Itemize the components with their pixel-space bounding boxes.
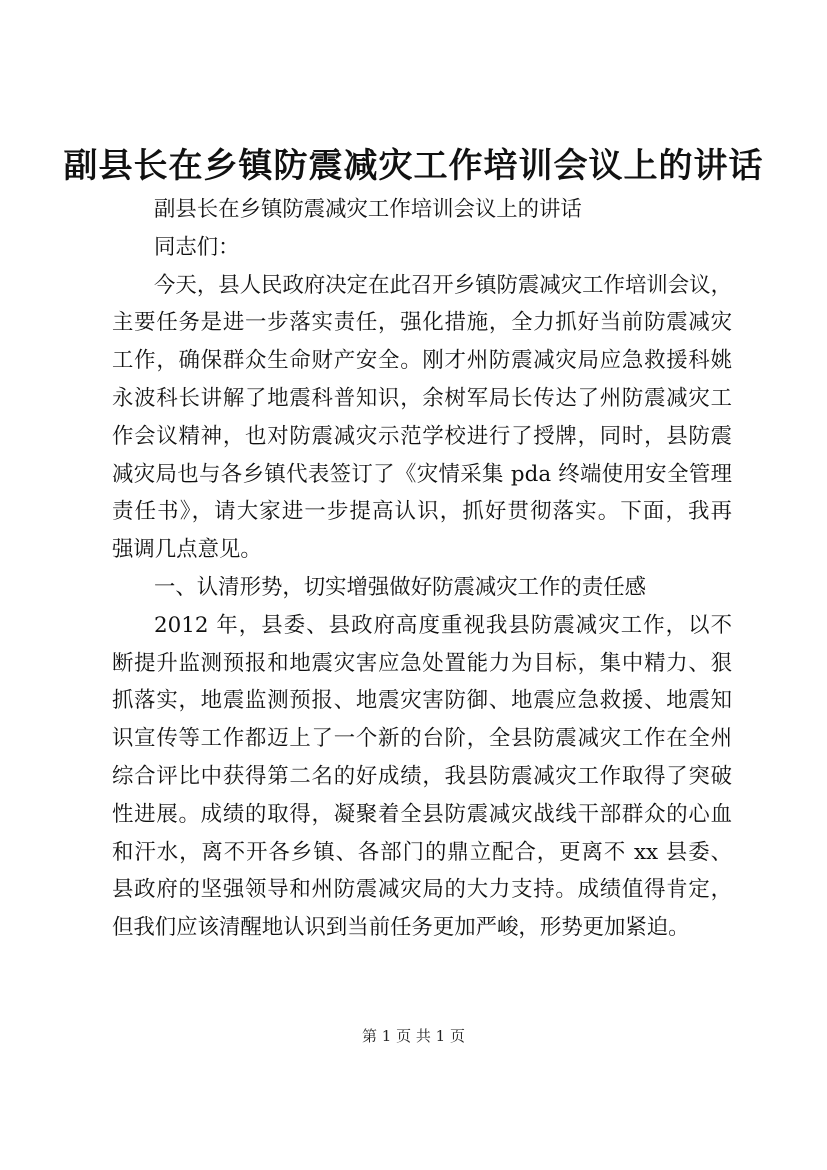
body-line: 断提升监测预报和地震灾害应急处置能力为目标，集中精力、狠: [112, 650, 732, 676]
body-line: 和汗水，离不开各乡镇、各部门的鼎立配合，更离不 xx 县委、: [112, 839, 732, 865]
body-line: 综合评比中获得第二名的好成绩，我县防震减灾工作取得了突破: [112, 763, 732, 789]
body-line: 工作，确保群众生命财产安全。刚才州防震减灾局应急救援科姚: [112, 348, 732, 374]
body-line: 永波科长讲解了地震科普知识，余树军局长传达了州防震减灾工: [112, 385, 732, 411]
body-line: 今天，县人民政府决定在此召开乡镇防震减灾工作培训会议，: [154, 272, 732, 298]
body-line: 县政府的坚强领导和州防震减灾局的大力支持。成绩值得肯定，: [112, 877, 732, 903]
body-line: 2012 年，县委、县政府高度重视我县防震减灾工作，以不: [154, 612, 732, 638]
body-line: 作会议精神，也对防震减灾示范学校进行了授牌，同时，县防震: [112, 423, 732, 449]
page-footer: 第 1 页 共 1 页: [362, 1027, 465, 1045]
body-line: 责任书》，请大家进一步提高认识，抓好贯彻落实。下面，我再: [112, 499, 732, 525]
document-title: 副县长在乡镇防震减灾工作培训会议上的讲话: [63, 146, 764, 186]
body-line: 副县长在乡镇防震减灾工作培训会议上的讲话: [154, 197, 582, 222]
body-line: 同志们：: [154, 234, 240, 260]
body-line: 抓落实，地震监测预报、地震灾害防御、地震应急救援、地震知: [112, 688, 732, 714]
body-line: 性进展。成绩的取得，凝聚着全县防震减灾战线干部群众的心血: [112, 801, 732, 827]
body-line: 减灾局也与各乡镇代表签订了《灾情采集 pda 终端使用安全管理: [112, 461, 732, 487]
body-line: 强调几点意见。: [112, 537, 262, 563]
body-line: 主要任务是进一步落实责任，强化措施，全力抓好当前防震减灾: [112, 310, 732, 336]
body-line: 一、认清形势，切实增强做好防震减灾工作的责任感: [154, 574, 646, 600]
document-body: [112, 191, 732, 947]
body-line: 识宣传等工作都迈上了一个新的台阶，全县防震减灾工作在全州: [112, 726, 732, 752]
body-line: 但我们应该清醒地认识到当前任务更加严峻，形势更加紧迫。: [112, 915, 690, 941]
